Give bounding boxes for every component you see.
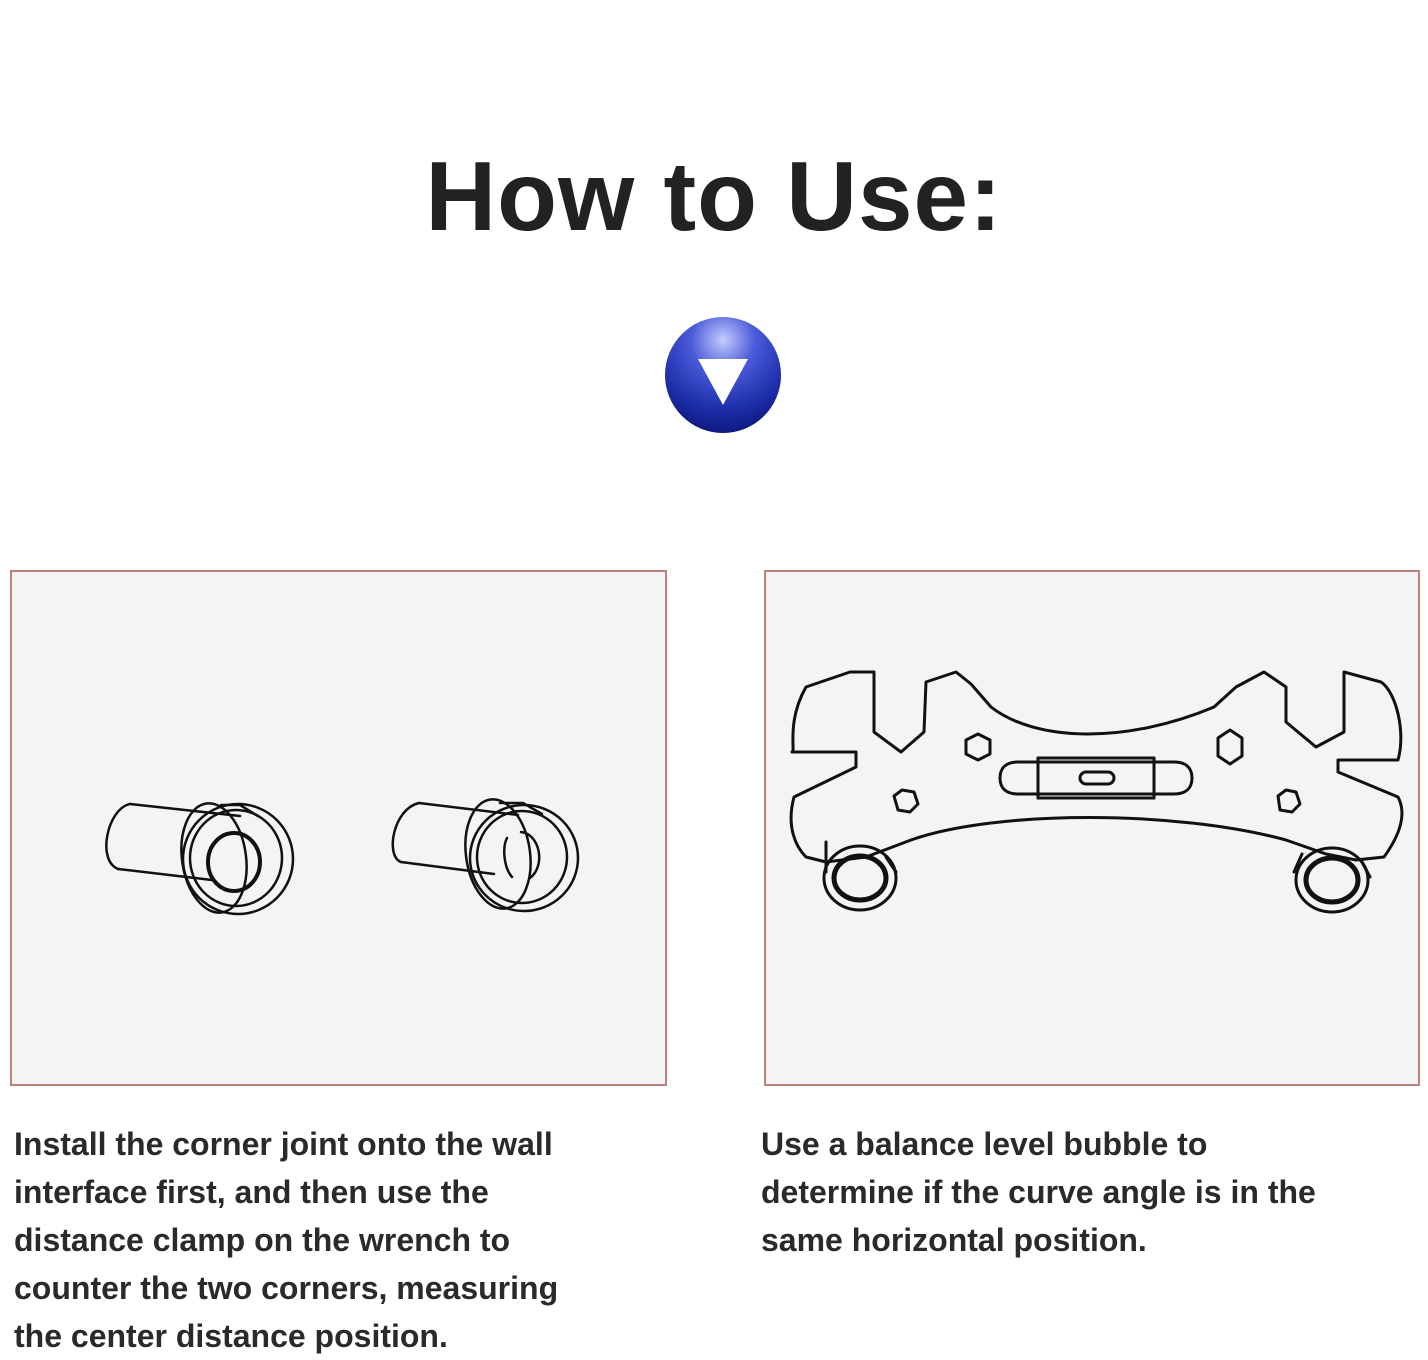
pipe-fitting-icon [12,572,665,1084]
down-arrow-circle-icon [663,315,783,435]
caption-line: Use a balance level bubble to [761,1126,1208,1162]
step-1-panel [10,570,667,1086]
caption-line: the center distance position. [14,1318,448,1354]
step-2-panel [764,570,1420,1086]
step-1-caption [14,1120,654,1360]
caption-line: counter the two corners, measuring [14,1270,559,1306]
step-2-caption [761,1120,1411,1264]
caption-line: interface first, and then use the [14,1174,489,1210]
level-wrench-icon [766,572,1418,1084]
caption-line: Install the corner joint onto the wall [14,1126,553,1162]
caption-line: same horizontal position. [761,1222,1147,1258]
caption-line: distance clamp on the wrench to [14,1222,511,1258]
caption-line: determine if the curve angle is in the [761,1174,1316,1210]
page-title: How to Use: [425,141,1003,251]
